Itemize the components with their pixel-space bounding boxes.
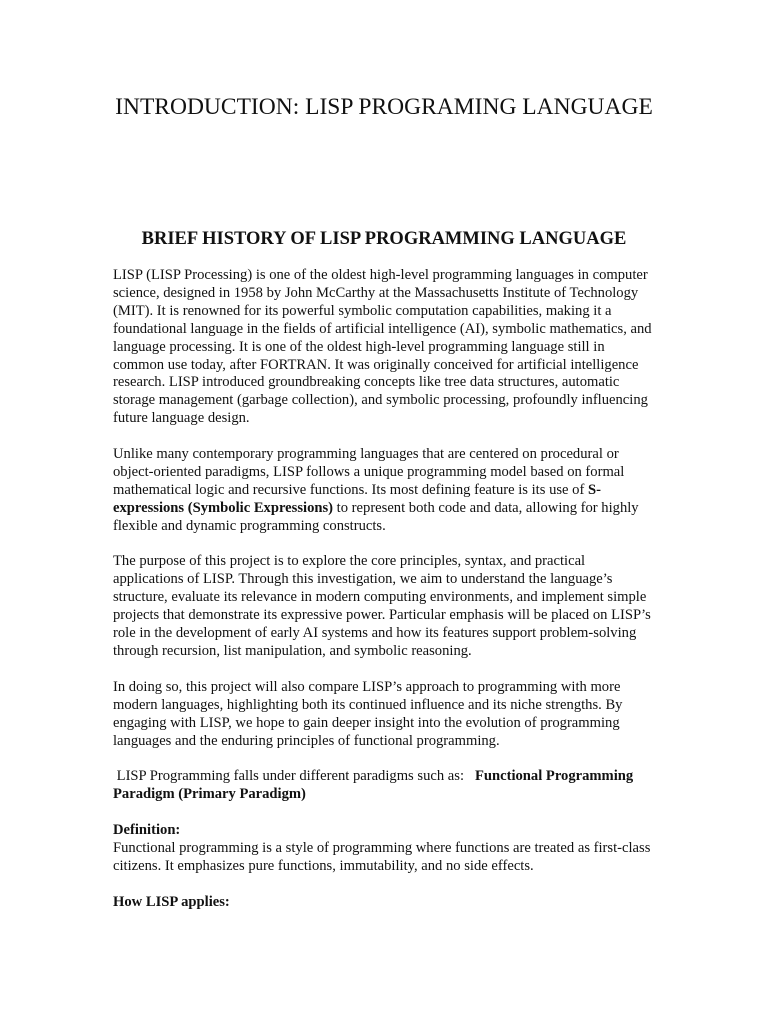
paragraph-text: to represent both code and data, allowing for highly flexible and dynamic programming constructs. <box>113 499 639 534</box>
document-title: INTRODUCTION: LISP PROGRAMING LANGUAGE <box>115 94 653 120</box>
paragraph-text: Unlike many contemporary programming languages that are centered on procedural or object-oriented paradigms, LISP follows a unique programming model based on formal mathematical logic and recursive functions. Its most defining feature is its use of <box>113 446 625 498</box>
definition-text: Functional programming is a style of programming where functions are treated as first-class citizens. It emphasizes pure functions, immutability, and no side effects. <box>113 839 651 874</box>
paragraph-history: LISP (LISP Processing) is one of the oldest high-level programming languages in computer science, designed in 1958 by John McCarthy at the Massachusetts Institute of Technology (MIT). It is renowned for its powerful symbolic computation capabilities, making it a foundational language in the fields of artificial intelligence (AI), symbolic mathematics, and language processing. It is one of the oldest high-level programming language still in common use today, after FORTRAN. It was originally conceived for artificial intelligence research. LISP introduced groundbreaking concepts like tree data structures, automatic storage management (garbage collection), and symbolic processing, profoundly influencing future language design. <box>113 267 652 427</box>
paragraph-text: LISP Programming falls under different paradigms such as: <box>113 768 475 785</box>
paragraph-purpose: The purpose of this project is to explore the core principles, syntax, and practical applications of LISP. Through this investigation, we aim to understand the language’s structure, evaluate its relevance in modern computing environments, and implement simple projects that demonstrate its expressive power. Particular emphasis will be placed on LISP’s role in the development of early AI systems and how its features support problem-solving through recursion, list manipulation, and symbolic reasoning. <box>113 553 651 659</box>
paragraph-how-lisp-applies <box>113 894 658 912</box>
bold-term-functional-paradigm: Functional Programming Paradigm (Primary Paradigm) <box>113 768 634 803</box>
definition-label: Definition: <box>113 822 181 839</box>
document-body <box>113 267 658 929</box>
paragraph-definition <box>113 822 658 876</box>
how-lisp-applies-label: How LISP applies: <box>113 893 230 910</box>
paragraph-s-expressions <box>113 446 658 536</box>
paragraph-paradigms <box>113 768 658 804</box>
bold-term-s-expressions: S-expressions (Symbolic Expressions) <box>113 481 601 516</box>
paragraph-comparison: In doing so, this project will also compare LISP’s approach to programming with more modern languages, highlighting both its continued influence and its niche strengths. By engaging with LISP, we hope to gain deeper insight into the evolution of programming languages and the enduring principles of functional programming. <box>113 678 623 749</box>
section-heading: BRIEF HISTORY OF LISP PROGRAMMING LANGUAGE <box>141 229 627 249</box>
